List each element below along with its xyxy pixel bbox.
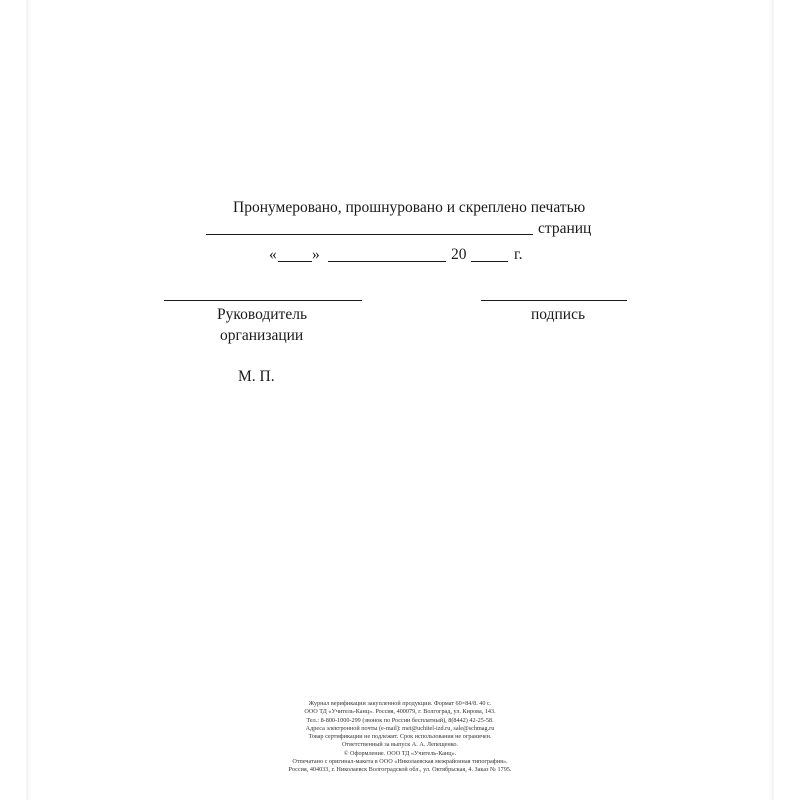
- imprint-line: © Оформление. ООО ТД «Учитель-Канц».: [343, 749, 457, 757]
- imprint-line: ООО ТД «Учитель-Канц». Россия, 400079, г. Волгоград, ул. Кирова, 143.: [304, 708, 496, 716]
- stamp-label: М. П.: [238, 368, 275, 385]
- date-close-quote: »: [312, 246, 320, 263]
- imprint-line: Отпечатано с оригинал-макета в ООО «Николаевская межрайонная типография».: [292, 758, 508, 766]
- manager-label-line1: Руководитель: [217, 306, 308, 323]
- page-count-blank-line: [206, 234, 533, 235]
- signature-label: подпись: [531, 306, 586, 323]
- year-suffix: г.: [514, 246, 523, 263]
- day-blank-line: [278, 261, 312, 262]
- pages-label: страниц: [538, 220, 592, 237]
- year-blank-line: [471, 261, 508, 262]
- page-edge-right: [768, 0, 774, 800]
- imprint-line: Адреса электронной почты (e-mail): met@uchitel-izd.ru, sale@schmag.ru: [305, 724, 495, 732]
- month-blank-line: [328, 261, 446, 262]
- manager-label-line2: организации: [220, 327, 304, 344]
- date-open-quote: «: [269, 246, 277, 263]
- imprint-line: Журнал верификации закупленной продукции. Формат 60×84/8. 40 с.: [308, 700, 492, 707]
- manager-name-blank-line: [164, 300, 362, 301]
- year-prefix: 20: [451, 246, 467, 263]
- imprint-line: Россия, 404033, г. Николаевск Волгоградской обл., ул. Октябрьская, 4. Заказ № 1795.: [288, 766, 512, 774]
- page-edge-left: [26, 0, 32, 800]
- publisher-imprint: [200, 700, 600, 775]
- certification-heading: Пронумеровано, прошнуровано и скреплено печатью: [233, 199, 586, 216]
- imprint-line: Ответственный за выпуск А. А. Лепещенко.: [341, 741, 459, 749]
- imprint-line: Тел.: 8-800-1000-299 (звонок по России бесплатный), 8(8442) 42-25-58.: [306, 716, 494, 724]
- signature-blank-line: [481, 300, 627, 301]
- imprint-line: Товар сертификации не подлежит. Срок использования не ограничен.: [308, 733, 492, 741]
